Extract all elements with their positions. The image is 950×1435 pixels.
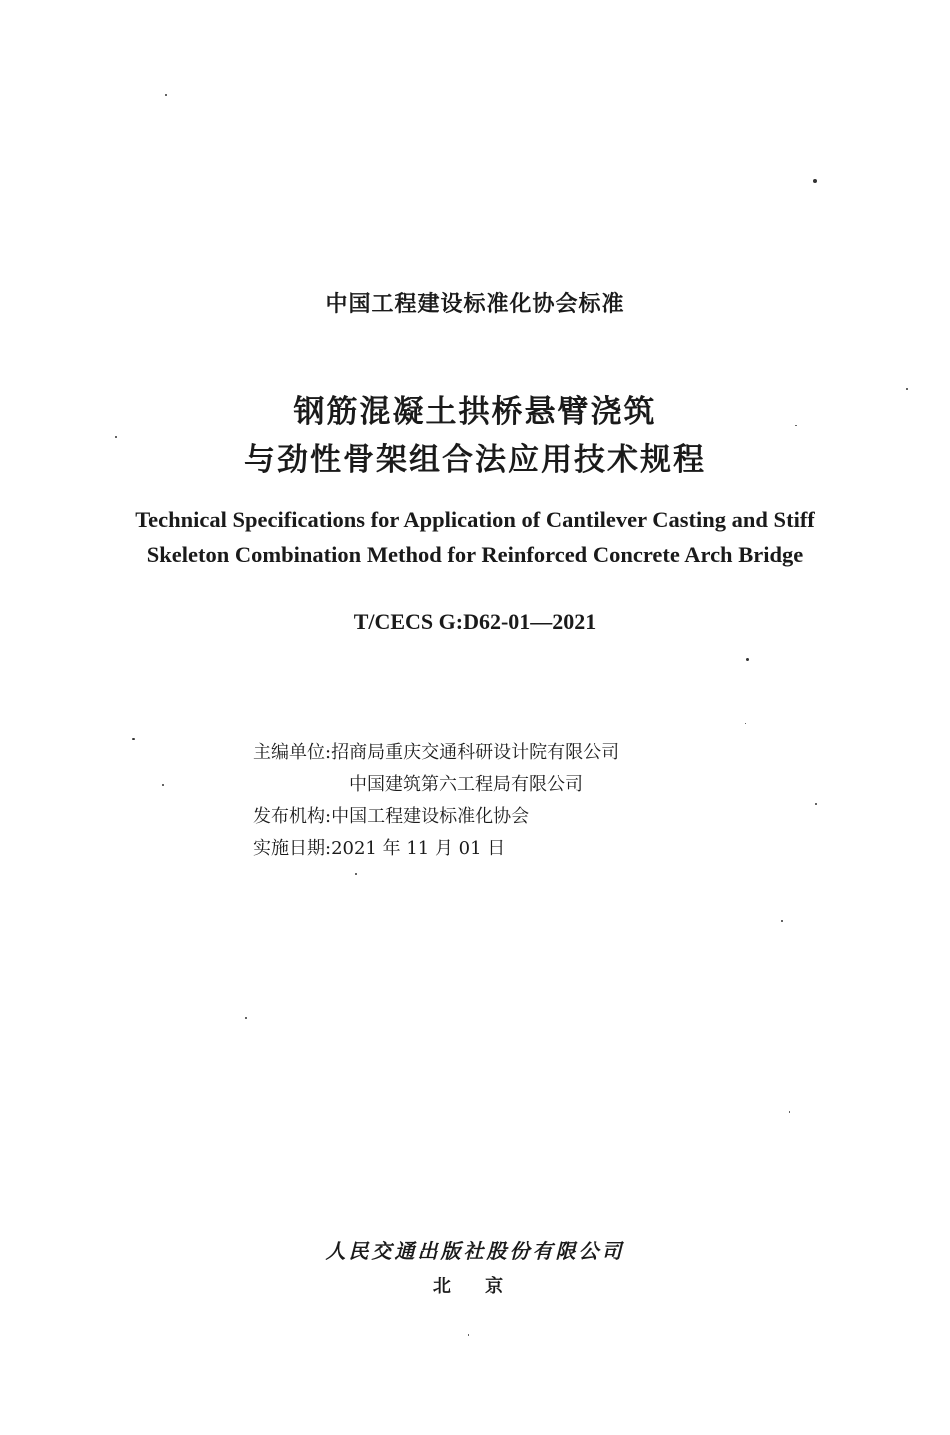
issuer-row <box>253 808 529 826</box>
scan-speck <box>355 873 357 875</box>
scan-speck <box>132 738 135 740</box>
english-title-line-2: Skeleton Combination Method for Reinforced Concrete Arch Bridge <box>146 542 804 567</box>
publisher-city: 北 京 <box>432 1276 518 1297</box>
editor-row <box>253 744 619 762</box>
scan-speck <box>468 1334 469 1336</box>
scan-speck <box>813 179 817 183</box>
editor-organization-1: 招商局重庆交通科研设计院有限公司 <box>331 742 620 763</box>
chinese-title-line-1: 钢筋混凝土拱桥悬臂浇筑 <box>293 394 657 430</box>
scan-speck <box>162 784 164 786</box>
scan-speck <box>165 94 167 96</box>
date-label: 实施日期: <box>253 838 332 859</box>
publisher-name: 人民交通出版社股份有限公司 <box>325 1239 625 1263</box>
scan-speck <box>815 803 817 805</box>
chinese-title-line-2: 与劲性骨架组合法应用技术规程 <box>244 442 706 478</box>
english-title-line-1: Technical Specifications for Application of Cantilever Casting and Stiff <box>135 507 815 532</box>
scan-speck <box>789 1111 790 1113</box>
issuer-organization: 中国工程建设标准化协会 <box>331 806 530 827</box>
editor-organization-2: 中国建筑第六工程局有限公司 <box>349 774 583 795</box>
effective-date: 2021 年 11 月 01 日 <box>331 838 506 859</box>
scan-speck <box>115 436 117 438</box>
scan-speck <box>746 658 749 661</box>
scan-speck <box>781 920 783 922</box>
issuer-label: 发布机构: <box>253 806 332 827</box>
scan-speck <box>795 425 797 426</box>
scan-speck <box>245 1017 247 1019</box>
scan-speck <box>745 723 746 724</box>
association-standard-heading: 中国工程建设标准化协会标准 <box>325 292 625 317</box>
date-row <box>253 840 505 858</box>
editor-row-2 <box>349 776 583 794</box>
editor-label: 主编单位: <box>253 742 332 763</box>
standard-code: T/CECS G:D62-01—2021 <box>353 609 597 634</box>
scan-speck <box>906 388 908 390</box>
